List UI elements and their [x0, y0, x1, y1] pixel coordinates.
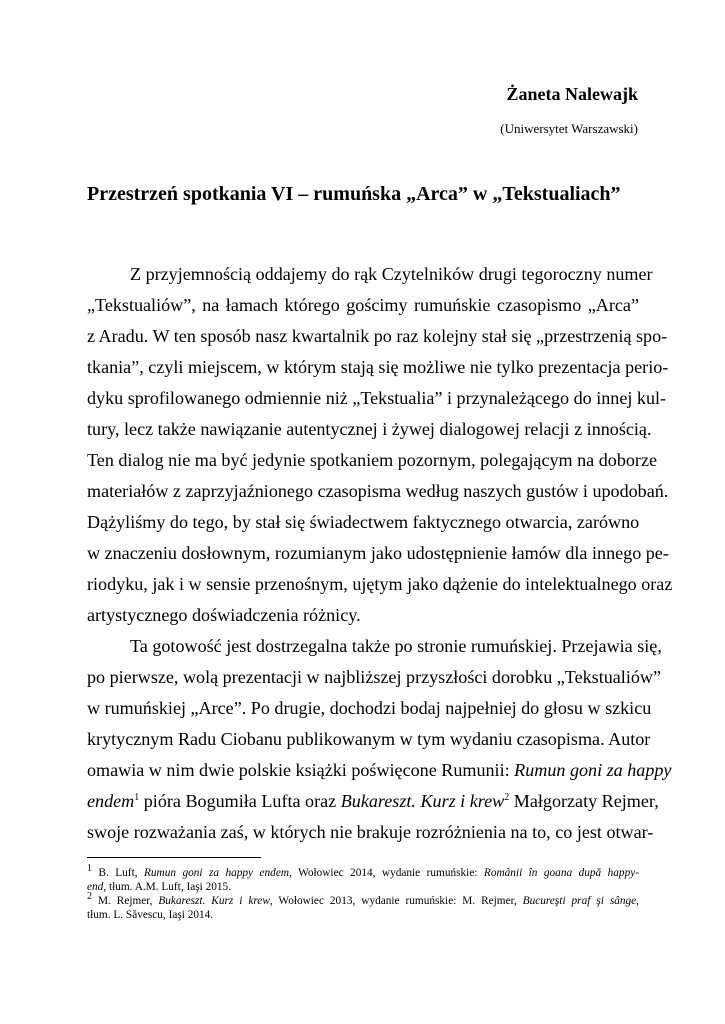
text-line: tkania”, czyli miejscem, w którym stają się możliwe nie tylko prezentacja perio- [87, 357, 669, 377]
text-span: , tłum. A.M. Luft, Iaşi 2015. [103, 881, 232, 893]
book-title: Bukareszt. Kurz i krew [340, 791, 505, 811]
book-title: Românii în goana după happy- [483, 867, 639, 879]
footnote-2-cont: tłum. L. Săvescu, Iaşi 2014. [87, 909, 214, 921]
book-title: Bucureşti praf şi sânge [522, 895, 637, 907]
text-line: w rumuńskiej „Arce”. Po drugie, dochodzi bodaj najpełniej do głosu w szkicu [87, 698, 652, 718]
footnote-2 [87, 891, 639, 908]
text-span: M. Rejmer, [92, 895, 159, 907]
author-affiliation: (Uniwersytet Warszawski) [500, 121, 638, 136]
book-title: Rumun goni za happy endem [143, 867, 290, 879]
text-span: B. Luft, [92, 867, 144, 879]
footnote-number: 1 [87, 863, 92, 875]
text-line: tury, lecz także nawiązanie autentycznej i żywej dialogowej relacji z innością. [87, 419, 652, 439]
footnote-ref-2[interactable]: 2 [504, 791, 510, 803]
book-title: end [87, 881, 104, 893]
text-span: , [636, 895, 639, 907]
footnote-separator [87, 857, 261, 858]
text-line: Z przyjemnością oddajemy do rąk Czytelników drugi tegoroczny numer [130, 264, 653, 284]
text-line: w znaczeniu dosłownym, rozumianym jako udostępnienie łamów dla innego pe- [87, 543, 669, 563]
text-line: z Aradu. W ten sposób nasz kwartalnik po raz kolejny stał się „przestrzenią spo- [87, 326, 668, 346]
footnote-1 [87, 863, 639, 880]
text-line: Dążyliśmy do tego, by stał się świadectwem faktycznego otwarcia, zarówno [87, 512, 640, 532]
text-line: po pierwsze, wolą prezentacji w najbliższej przyszłości dorobku „Tekstualiów” [87, 667, 662, 687]
text-line: artystycznego doświadczenia różnicy. [87, 605, 361, 625]
text-span: pióra Bogumiła Lufta oraz [139, 791, 341, 811]
text-span: , Wołowiec 2013, wydanie rumuńskie: M. Rejmer, [269, 895, 523, 907]
text-span: Małgorzaty Rejmer, [509, 791, 659, 811]
text-line: swoje rozważania zaś, w których nie brakuje rozróżnienia na to, co jest otwar- [87, 822, 654, 842]
text-span: omawia w nim dwie polskie książki poświęcone Rumunii: [87, 760, 515, 780]
text-line [87, 791, 659, 811]
author-name: Żaneta Nalewajk [506, 84, 638, 104]
text-line: krytycznym Radu Ciobanu publikowanym w tym wydaniu czasopisma. Autor [87, 729, 651, 749]
text-line: riodyku, jak i w sensie przenośnym, ujętym jako dążenie do intelektualnego oraz [87, 574, 673, 594]
footnote-1-cont [87, 880, 639, 894]
book-title: endem [87, 791, 135, 811]
text-line: Ta gotowość jest dostrzegalna także po stronie rumuńskiej. Przejawia się, [130, 636, 662, 656]
text-line: materiałów z zaprzyjaźnionego czasopisma według naszych gustów i upodobań. [87, 481, 669, 501]
footnote-number: 2 [87, 891, 92, 903]
book-title: Bukareszt. Kurz i krew [158, 895, 270, 907]
text-line [87, 760, 672, 780]
book-title: Rumun goni za happy [514, 760, 672, 780]
text-line: dyku sprofilowanego odmiennie niż „Tekstualia” i przynależącego do innej kul- [87, 388, 667, 408]
text-span: , Wołowiec 2014, wydanie rumuńskie: [289, 867, 484, 879]
text-line: „Tekstualiów”, na łamach którego gościmy rumuńskie czasopismo „Arca” [87, 295, 639, 315]
footnote-ref-1[interactable]: 1 [134, 791, 140, 803]
text-line: Ten dialog nie ma być jedynie spotkaniem pozornym, polegającym na doborze [87, 450, 658, 470]
article-title: Przestrzeń spotkania VI – rumuńska „Arca” w „Tekstualiach” [87, 183, 621, 205]
